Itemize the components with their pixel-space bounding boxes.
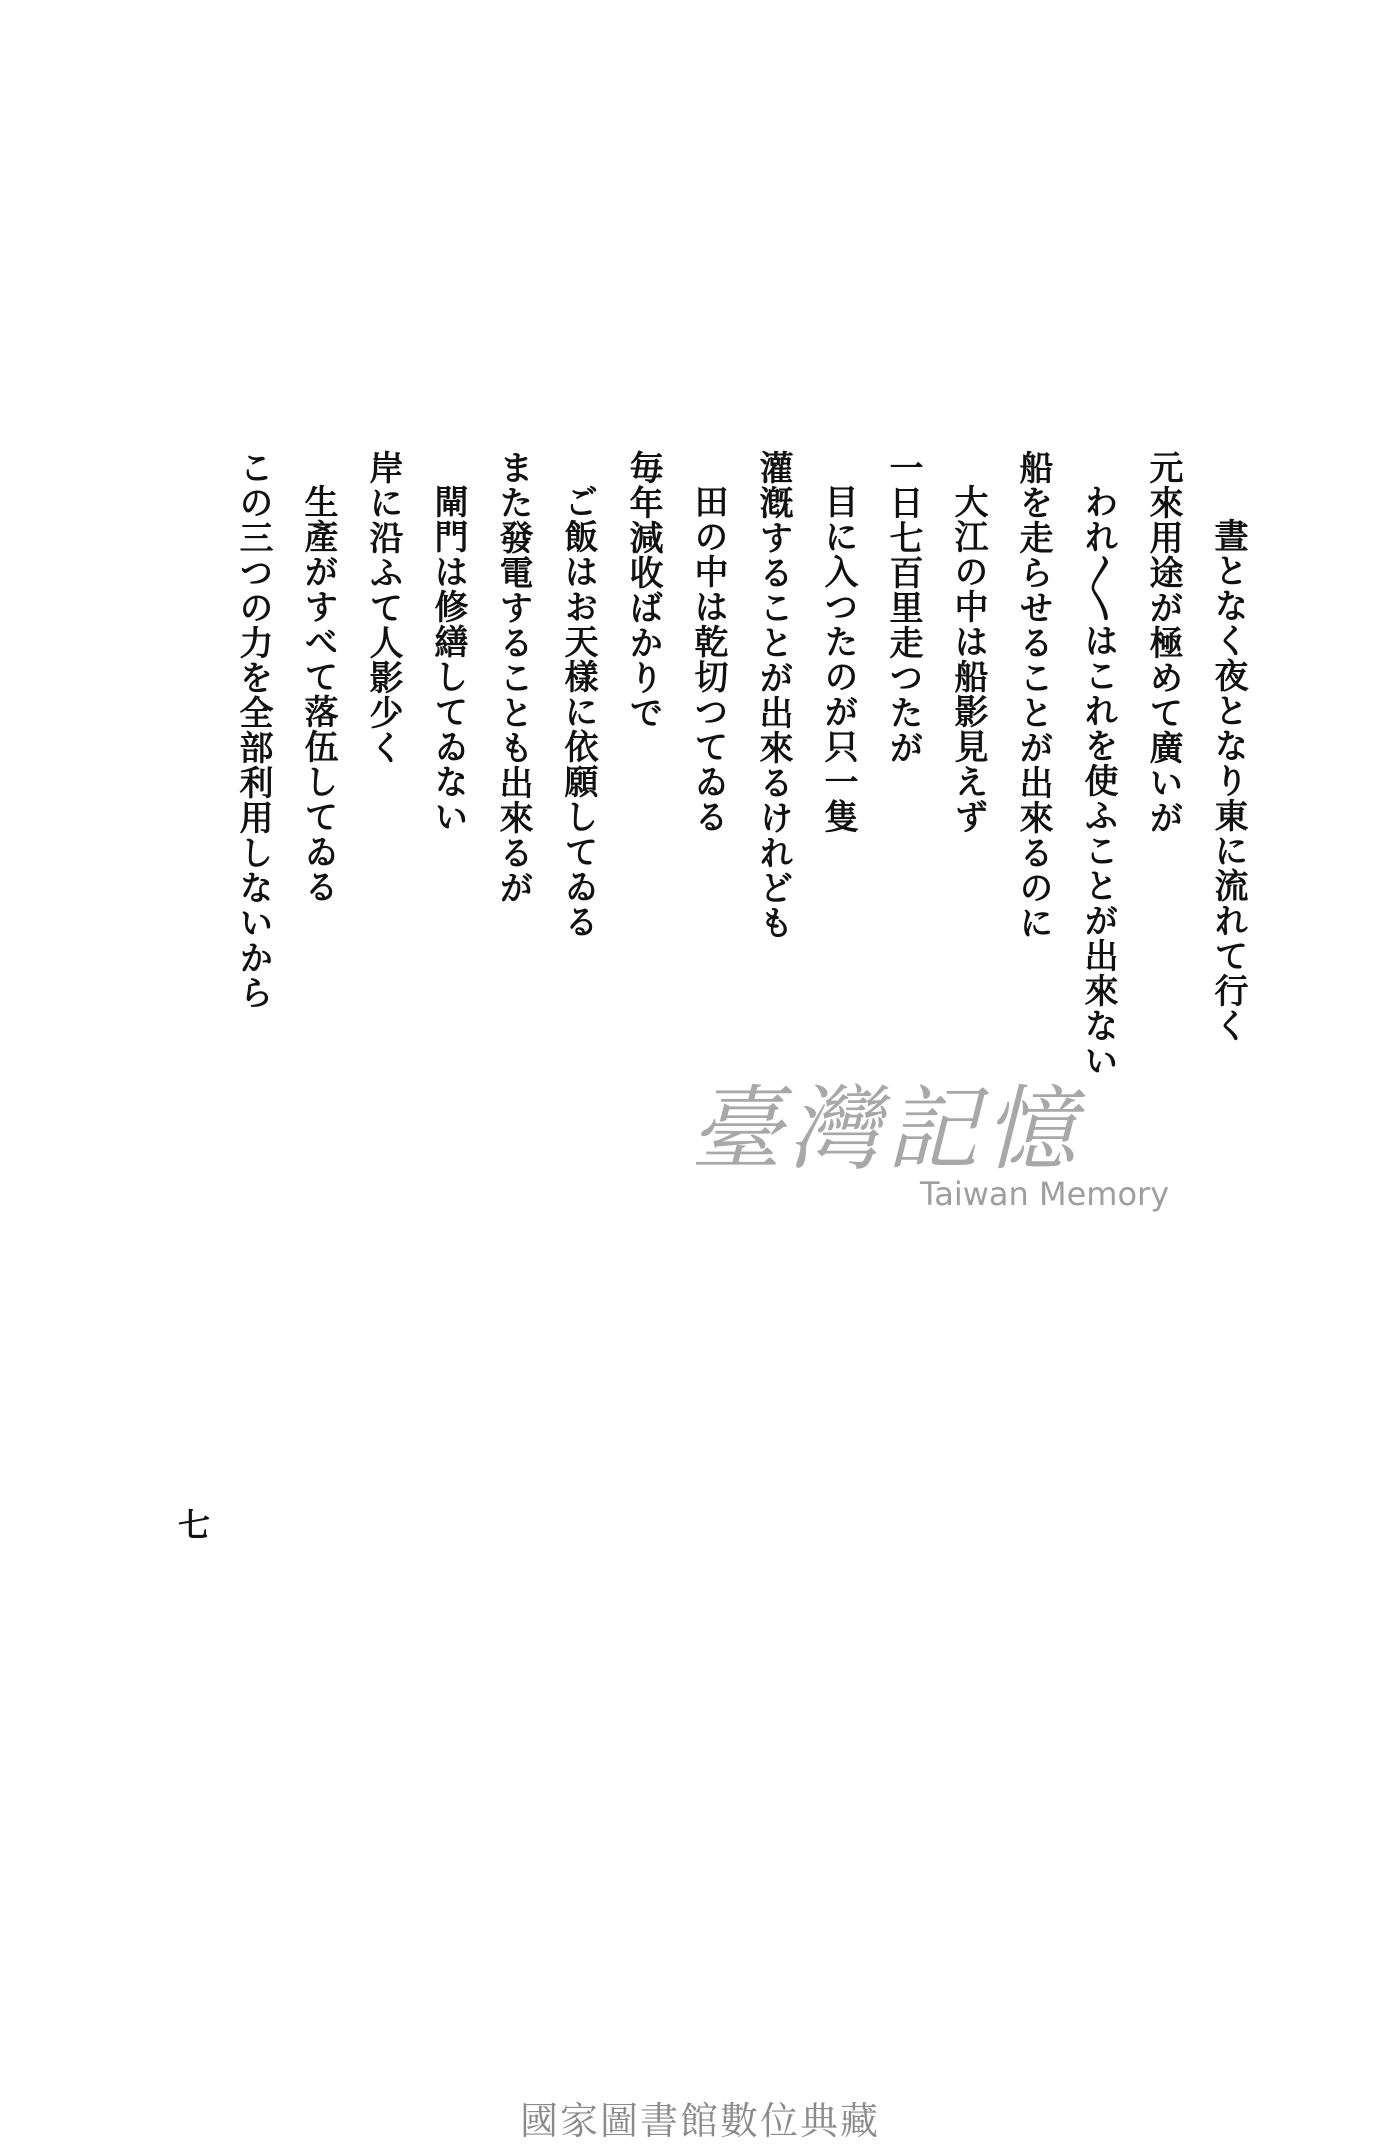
poem-line: われ〳〵はこれを使ふことが出來ない [1078, 484, 1118, 1078]
poem-line: 岸に沿ふて人影少く [363, 450, 403, 765]
poem-line: また發電することも出來るが [493, 450, 533, 905]
poem-line: 大江の中は船影見えず [948, 484, 988, 834]
poem-line: 船を走らせることが出來るのに [1013, 450, 1053, 940]
poem-line: 灌漑することが出來るけれども [753, 450, 793, 940]
poem-text-block [80, 450, 1260, 1078]
poem-line: 生產がすべて落伍してゐる [298, 484, 338, 904]
watermark-english-text: Taiwan Memory [920, 1175, 1170, 1213]
poem-line: 晝となく夜となり東に流れて行く [1208, 518, 1248, 1043]
watermark-chinese-text: 臺灣記憶 [690, 1076, 1083, 1183]
poem-line: 元來用途が極めて廣いが [1143, 450, 1183, 835]
poem-line: 目に入つたのが只一隻 [818, 484, 858, 834]
poem-line: ご飯はお天樣に依願してゐる [558, 484, 598, 939]
poem-line: 一日七百里走つたが [883, 450, 923, 765]
poem-line: この三つの力を全部利用しないから [233, 450, 273, 1010]
library-footer: 國家圖書館數位典藏 [519, 2099, 880, 2143]
poem-line: 毎年減收ばかりで [623, 450, 663, 730]
poem-line: 田の中は乾切つてゐる [688, 484, 728, 834]
page-number: 七 [178, 1506, 211, 1544]
taiwan-memory-watermark [690, 1075, 1170, 1245]
poem-line: 閘門は修繕してゐない [428, 484, 468, 834]
